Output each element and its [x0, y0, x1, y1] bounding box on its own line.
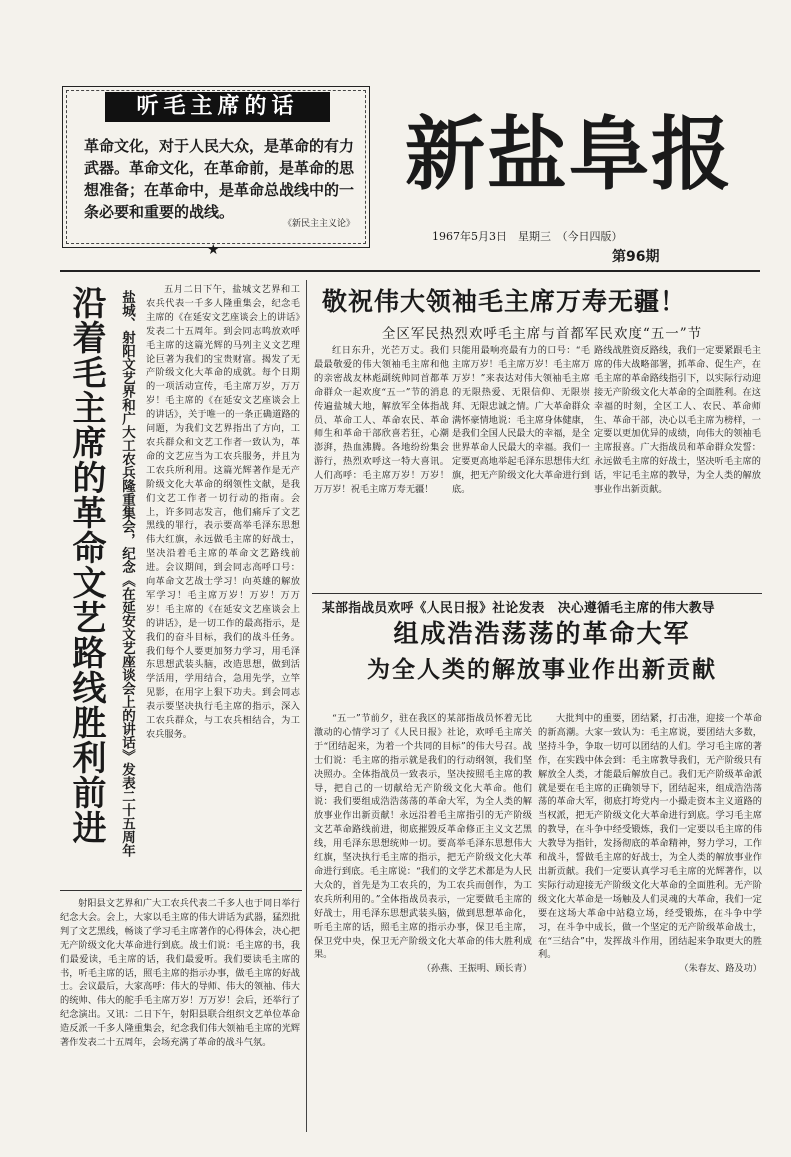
- article1-body-col2: 射阳县文艺界和广大工农兵代表二千多人也于同日举行纪念大会。会上，大家以毛主席的伟大讲话为武器，猛烈批判了文艺黑线，畅谈了学习毛主席著作的心得体会，决心把无产阶级文化大革命进行到底。战士们说：毛主席的书，我们最爱读，毛主席的话，我们最爱听。我们要读毛主席的书，听毛主席的话，照毛主席的指示办事，做毛主席的好战士。会议最后，大家高呼：伟大的导师、伟大的领袖、伟大的统帅、伟大的舵手毛主席万岁！万万岁！会后，还举行了纪念演出。又讯：二日下午，射阳县联合组织文艺单位革命造反派一千多人隆重集会，纪念我们伟大领袖毛主席的光辉著作发表二十五周年，会场充满了革命的战斗气氛。: [60, 898, 300, 1049]
- masthead-divider: [60, 270, 760, 272]
- article2-body-col1: 红日东升，光芒万丈。我们最最敬爱的伟大领袖毛主席和他的亲密战友林彪副统帅同首都革命群众一起欢度“五一”节的消息传遍盐城大地，解放军全体指战员、革命工人、革命农民、革命师生和革命干部欣喜若狂，心潮澎湃，热血沸腾。各地纷纷集会游行，热烈欢呼这一特大喜讯。人们高呼：毛主席万岁！万岁！万万岁！祝毛主席万寿无疆！: [314, 345, 449, 496]
- article3-kicker: 某部指战员欢呼《人民日报》社论发表 决心遵循毛主席的伟大教导: [322, 601, 715, 616]
- quote-title: 听毛主席的话: [105, 92, 330, 122]
- issue-number: 第96期: [612, 249, 660, 265]
- star-icon: ★: [207, 242, 220, 258]
- article2-divider: [312, 593, 762, 594]
- article2-headline: 敬祝伟大领袖毛主席万寿无疆！: [322, 287, 687, 316]
- article1-divider: [60, 890, 302, 891]
- article3-body-col2: [538, 712, 762, 1132]
- article1-headline: 沿着毛主席的革命文艺路线胜利前进: [66, 285, 106, 845]
- article1-body-col1: 五月二日下午，盐城文艺界和工农兵代表一千多人隆重集会，纪念毛主席的《在延安文艺座谈会上的讲话》发表二十五周年。到会同志鸣放欢呼毛主席的这篇光辉的马列主义文艺理论巨著为我们的宝贵财富。揭发了无产阶级文化大革命的成就。每个日期的一项活动宣传，毛主席万岁，万万岁！毛主席的《在延安文艺座谈会上的讲话》，关于唯一的一条正确道路的问题，为我们文艺界指出了方向，工农兵群众和文艺工作者一致认为，革命的文艺应当为工农兵服务，并且为工农兵所利用。这篇光辉著作是无产阶级文化大革命的纲领性文献，是我们文艺工作者一切行动的指南。会上，许多同志发言，他们痛斥了文艺黑线的罪行，表示要高举毛泽东思想伟大红旗，永远做毛主席的好战士，坚决沿着毛主席的革命文艺路线前进。会议期间，到会同志高呼口号：向革命文艺战士学习！向英雄的解放军学习！毛主席万岁！万岁！万万岁！毛主席的《在延安文艺座谈会上的讲话》，是一切工作的最高指示，是我们的奋斗目标，我们的战斗任务。我们每个人要更加努力学习，用毛泽东思想武装头脑，改造思想，做到活学活用，学用结合，急用先学，立竿见影，在用字上狠下功夫。到会同志表示要坚决执行毛主席的指示，深入工农兵群众，与工农兵相结合，为工农兵服务。: [146, 284, 300, 740]
- article3-credit: （孙燕、王振明、顾长青）: [421, 963, 532, 975]
- article3-body-col2-text: 大批判中的重要，团结紧，打击准，迎接一个革命的新高潮。大家一致认为：毛主席说，要团结大多数，坚持斗争，争取一切可以团结的人们。学习毛主席的著作，在实践中体会到：毛主席教导我们，无产阶级只有解放全人类，才能最后解放自己。我们无产阶级革命派就是要在毛主席的正确领导下，团结起来，组成浩浩荡荡的革命大军，彻底打垮党内一小撮走资本主义道路的当权派，把无产阶级文化大革命进行到底。学习毛主席的教导，在斗争中经受锻炼，我们一定要以毛主席的伟大教导为指针，发扬彻底的革命精神，努力学习，工作和战斗，誓做毛主席的好战士，为全人类的解放事业作出新贡献。我们一定要认真学习毛主席的光辉著作，以实际行动迎接无产阶级文化大革命的全面胜利。无产阶级文化大革命是一场触及人们灵魂的大革命，我们一定要在这场大革命中站稳立场，经受锻炼，在斗争中学习，在斗争中成长，做一个坚定的无产阶级革命战士，在“三结合”中，发挥战斗作用，团结起来争取更大的胜利。: [538, 713, 762, 961]
- article3-body-col1-text: “五一”节前夕，驻在我区的某部指战员怀着无比激动的心情学习了《人民日报》社论，欢呼毛主席关于“团结起来，为着一个共同的目标”的伟大号召。战士们说：毛主席的指示就是我们的行动纲领，我们坚决照办。全体指战员一致表示，坚决按照毛主席的教导，把自己的一切献给无产阶级文化大革命。他们说：我们要组成浩浩荡荡的革命大军，为全人类的解放事业作出新贡献！永远沿着毛主席指引的无产阶级文艺革命路线前进，彻底摧毁反革命修正主义文艺黑线，用毛泽东思想统帅一切。要高举毛泽东思想伟大红旗，坚决执行毛主席的指示，把无产阶级文化大革命进行到底。毛主席说：“我们的文学艺术都是为人民大众的，首先是为工农兵的，为工农兵而创作，为工农兵所利用的。”全体指战员表示，一定要做毛主席的好战士，用毛泽东思想武装头脑，做到思想革命化，听毛主席的话，照毛主席的指示办事，保卫毛主席，保卫党中央，保卫无产阶级文化大革命的伟大胜利成果。: [314, 713, 532, 961]
- article3-credit2: （朱春友、路及功）: [679, 963, 762, 975]
- article1-subheadline: 盐城、射阳文艺界和广大工农兵隆重集会，纪念《在延安文艺座谈会上的讲话》发表二十五周年: [119, 290, 135, 857]
- article3-headline: 组成浩浩荡荡的革命大军: [393, 619, 691, 648]
- quote-source: 《新民主主义论》: [282, 219, 355, 229]
- dateline: 1967年5月3日 星期三 （今日四版）: [432, 230, 623, 243]
- quote-body: 革命文化，对于人民大众，是革命的有力武器。革命文化，在革命前，是革命的思想准备；在革命中，是革命总战线中的一条必要和重要的战线。: [84, 137, 355, 221]
- column-divider: [306, 280, 307, 1132]
- article2-subheadline: 全区军民热烈欢呼毛主席与首都军民欢度“五一”节: [381, 326, 703, 342]
- article3-subheadline: 为全人类的解放事业作出新贡献: [367, 657, 717, 683]
- masthead-title: 新盐阜报: [405, 108, 733, 201]
- article2-body-col3: 路线战胜资反路线，我们一定要紧跟毛主席的伟大战略部署，抓革命、促生产，在毛主席的革命路线指引下，以实际行动迎接无产阶级文化大革命的全面胜利。在这幸福的时刻，全区工人、农民、革命师生、革命干部，决心以毛主席为榜样，一定要以更加优异的成绩，向伟大的领袖毛主席报喜。广大指战员和革命群众发誓：永远做毛主席的好战士，坚决听毛主席的话，牢记毛主席的教导，为全人类的解放事业作出新贡献。: [594, 345, 761, 496]
- article2-body-col2: 只能用最响亮最有力的口号：“毛主席万岁！毛主席万岁！毛主席万万岁！”来表达对伟大领袖毛主席的无限热爱、无限信仰、无限崇拜、无限忠诚之情。广大革命群众满怀豪情地说：毛主席身体健康，是我们全国人民最大的幸福，是全世界革命人民最大的幸福。我们一定要更高地举起毛泽东思想伟大红旗，把无产阶级文化大革命进行到底。: [452, 345, 590, 496]
- article3-body-col1: [314, 712, 532, 1132]
